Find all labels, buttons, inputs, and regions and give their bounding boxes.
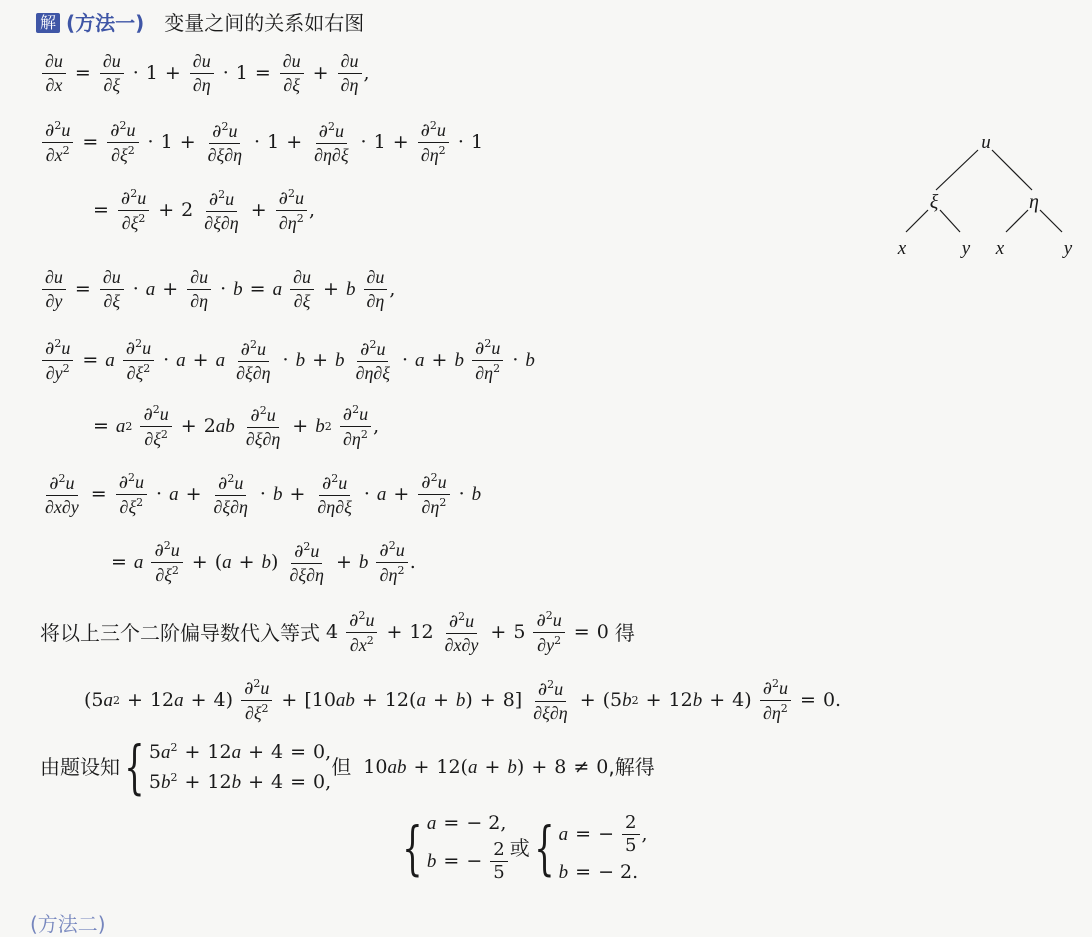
frac: $\frac{2}{5}$ — [490, 841, 507, 882]
solution-badge: 解 — [36, 13, 60, 33]
frac: $\frac{\partial^2u}{\partial\eta\partial\xi}$ — [314, 119, 349, 165]
frac: $\frac{\partial^2u}{\partial\eta^2}$ — [760, 678, 791, 723]
frac: $\frac{\partial^2u}{\partial\eta^2}$ — [418, 472, 449, 517]
de-text: 得 — [614, 620, 635, 645]
frac: $\frac{\partial^2u}{\partial\xi\partial\eta}$ — [207, 119, 243, 165]
frac: $\frac{\partial^2u}{\partial\xi\partial\eta}$ — [236, 337, 271, 383]
tree-root: u — [981, 132, 991, 153]
solution-one: a = − 2, b = − $\frac{2}{5}$ — [426, 812, 507, 883]
frac: $\frac{\partial u}{\partial\xi}$ — [100, 268, 124, 311]
frac: $\frac{\partial u}{\partial\eta}$ — [338, 52, 362, 95]
method-two-cut-text: (方法二) — [30, 912, 106, 936]
frac: $\frac{\partial^2u}{\partial\xi\partial\eta}$ — [245, 403, 281, 449]
frac: $\frac{\partial^2u}{\partial\xi^2}$ — [140, 404, 171, 449]
frac: $\frac{\partial^2u}{\partial\eta\partial\xi}$ — [355, 337, 390, 383]
header-title: 变量之间的关系如右图 — [164, 11, 365, 35]
eq-d2u-dx2: $\frac{\partial^2u}{\partial x^2}$ = $\frac{\partial^2u}{\partial\xi^2}$ · 1 + $\frac{\partial^2u}{\partial\xi\partial\eta}$ · 1 + $\frac{\partial^2u}{\partial\eta\partial\xi}$ · 1 + $\frac{\partial^2u}{\partial\eta^2}$ · 1 — [40, 120, 483, 165]
frac: $\frac{\partial^2u}{\partial\eta^2}$ — [376, 540, 407, 585]
given-text: 由题设知 — [40, 755, 120, 779]
frac: $\frac{\partial^2u}{\partial\xi^2}$ — [241, 678, 272, 723]
frac: $\frac{\partial^2u}{\partial\xi^2}$ — [116, 472, 147, 517]
frac: $\frac{\partial^2u}{\partial\xi^2}$ — [151, 540, 182, 585]
frac: $\frac{2}{5}$ — [622, 814, 639, 855]
tree-mid-right: η — [1029, 191, 1039, 213]
frac: $\frac{\partial^2u}{\partial\xi\partial\eta}$ — [204, 187, 239, 233]
sub-text: 将以上三个二阶偏导数代入等式 — [40, 620, 320, 645]
variable-tree-diagram — [888, 128, 1084, 268]
frac: $\frac{\partial^2u}{\partial y^2}$ — [42, 338, 73, 383]
frac: $\frac{\partial u}{\partial y}$ — [42, 268, 66, 311]
frac: $\frac{\partial^2u}{\partial\eta^2}$ — [340, 404, 371, 449]
frac: $\frac{\partial u}{\partial\eta}$ — [190, 52, 214, 95]
frac: $\frac{\partial^2u}{\partial\eta\partial\xi}$ — [317, 471, 352, 517]
tree-mid-left: ξ — [929, 191, 939, 213]
frac: $\frac{\partial^2u}{\partial x\partial y}$ — [45, 471, 79, 517]
tree-leaf: y — [1063, 238, 1073, 259]
frac: $\frac{\partial^2u}{\partial y^2}$ — [533, 610, 564, 655]
frac: $\frac{\partial^2u}{\partial\xi\partial\eta}$ — [289, 539, 324, 585]
frac: $\frac{\partial u}{\partial\eta}$ — [364, 268, 388, 311]
solutions — [398, 814, 648, 882]
frac: $\frac{\partial^2u}{\partial x\partial y}$ — [444, 609, 479, 655]
eq-du-dx: $\frac{\partial u}{\partial x}$ = $\frac{\partial u}{\partial\xi}$ · 1 + $\frac{\partial u}{\partial\eta}$ · 1 = $\frac{\partial u}{\partial\xi}$ + $\frac{\partial u}{\partial\eta}$ , — [40, 52, 370, 95]
frac: $\frac{\partial^2u}{\partial x^2}$ — [42, 120, 73, 165]
frac: $\frac{\partial^2u}{\partial\xi\partial\eta}$ — [213, 471, 248, 517]
frac: $\frac{\partial u}{\partial\xi}$ — [290, 268, 314, 311]
frac: $\frac{\partial^2u}{\partial x^2}$ — [346, 610, 377, 655]
frac: $\frac{\partial^2u}{\partial\xi\partial\eta}$ — [533, 677, 568, 723]
tree-leaf: y — [961, 238, 971, 259]
frac: $\frac{\partial^2u}{\partial\xi^2}$ — [107, 120, 138, 165]
solution-two: a = − $\frac{2}{5}$ , b = − 2. — [558, 812, 648, 883]
eq-d2u-dxdy: $\frac{\partial^2u}{\partial x\partial y}$ = $\frac{\partial^2u}{\partial\xi^2}$ · a + $\frac{\partial^2u}{\partial\xi\partial\eta}$ · b + $\frac{\partial^2u}{\partial\eta\partial\xi}$ · a + $\frac{\partial^2u}{\partial\eta^2}$ · b — [40, 472, 481, 517]
left-brace: { — [124, 733, 145, 801]
eq-d2u-dx2-simplified: = $\frac{\partial^2u}{\partial\xi^2}$ + 2 $\frac{\partial^2u}{\partial\xi\partial\eta}$ + $\frac{\partial^2u}{\partial\eta^2}$ , — [93, 187, 316, 233]
header — [36, 10, 364, 36]
but-text: 但 — [331, 755, 352, 779]
condition-system: $5a^2 + 12a + 4 = 0$, $5b^2 + 12b + 4 = 0$, — [148, 741, 332, 793]
tree-leaf: x — [995, 238, 1005, 259]
method-label: (方法一) — [66, 11, 145, 35]
solve-text: ,解得 — [608, 755, 655, 779]
eq-d2u-dxdy-simplified: = a $\frac{\partial^2u}{\partial\xi^2}$ + ( a + b ) $\frac{\partial^2u}{\partial\xi\partial\eta}$ + b $\frac{\partial^2u}{\partial\eta^2}$ . — [111, 539, 416, 585]
frac: $\frac{\partial u}{\partial\xi}$ — [280, 52, 304, 95]
frac: $\frac{\partial^2u}{\partial\eta^2}$ — [418, 120, 449, 165]
frac: $\frac{\partial^2u}{\partial\xi^2}$ — [118, 188, 149, 233]
left-brace: { — [402, 814, 423, 882]
eq-d2u-dy2-simplified: = a 2 $\frac{\partial^2u}{\partial\xi^2}$ + 2 ab $\frac{\partial^2u}{\partial\xi\partial\eta}$ + b 2 $\frac{\partial^2u}{\partial\eta^2}$ , — [93, 403, 380, 449]
eq-combined: (5 a 2 + 12 a + 4) $\frac{\partial^2u}{\partial\xi^2}$ + [10 ab + 12( a + b ) + 8] $\frac{\partial^2u}{\partial\xi\partial\eta}$ + (5 b 2 + 12 b + 4) $\frac{\partial^2u}{\partial\eta^2}$ = 0. — [84, 677, 842, 723]
left-brace: { — [534, 814, 555, 882]
eq-du-dy: $\frac{\partial u}{\partial y}$ = $\frac{\partial u}{\partial\xi}$ · a + $\frac{\partial u}{\partial\eta}$ · b = a $\frac{\partial u}{\partial\xi}$ + b $\frac{\partial u}{\partial\eta}$ , — [40, 268, 395, 311]
tree-leaf: x — [897, 238, 907, 259]
frac: $\frac{\partial^2u}{\partial\xi^2}$ — [123, 338, 154, 383]
frac: $\frac{\partial^2u}{\partial\eta^2}$ — [472, 338, 503, 383]
frac: $\frac{\partial u}{\partial\eta}$ — [187, 268, 211, 311]
substitution-sentence: 将以上三个二阶偏导数代入等式 4 $\frac{\partial^2u}{\partial x^2}$ + 12 $\frac{\partial^2u}{\partial x\partial y}$ + 5 $\frac{\partial^2u}{\partial y^2}$ = 0 得 — [40, 609, 635, 655]
frac: $\frac{\partial u}{\partial x}$ — [42, 52, 66, 95]
frac: $\frac{\partial^2u}{\partial\eta^2}$ — [276, 188, 307, 233]
or-text: 或 — [509, 836, 530, 860]
conditions: 由题设知 { $5a^2 + 12a + 4 = 0$, $5b^2 + 12b + 4 = 0$, 但 10 ab + 12( a + b ) + 8 ≠ 0 ,解得 — [40, 733, 655, 801]
frac: $\frac{\partial u}{\partial\xi}$ — [100, 52, 124, 95]
eq-d2u-dy2: $\frac{\partial^2u}{\partial y^2}$ = a $\frac{\partial^2u}{\partial\xi^2}$ · a + a $\frac{\partial^2u}{\partial\xi\partial\eta}$ · b + b $\frac{\partial^2u}{\partial\eta\partial\xi}$ · a + b $\frac{\partial^2u}{\partial\eta^2}$ · b — [40, 338, 535, 383]
